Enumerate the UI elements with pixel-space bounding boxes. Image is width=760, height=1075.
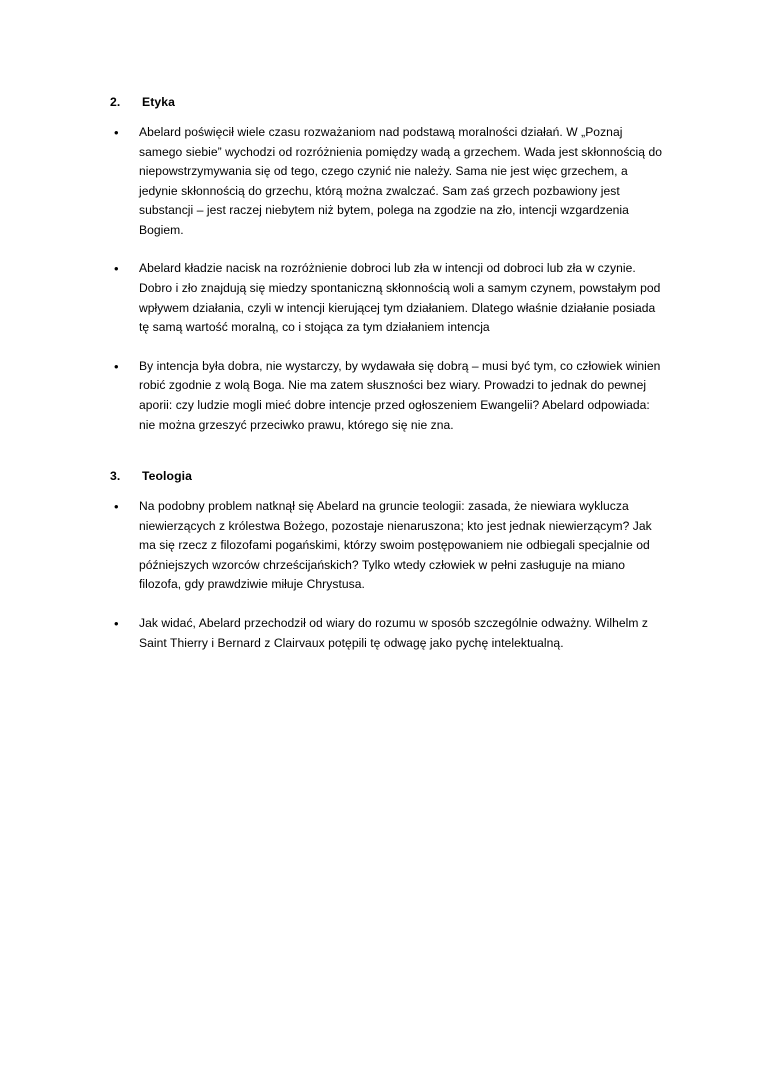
section-title: Etyka bbox=[142, 95, 176, 109]
list-item: • Abelard poświęcił wiele czasu rozważaniom nad podstawą moralności działań. W „Poznaj samego siebie” wychodzi od rozróżnienia pomiędzy wadą a grzechem. Wada jest skłonnością do niepowstrzymywania się od tego, czego czynić nie należy. Sama nie jest więc grzechem, a jedynie skłonnością do grzechu, którą można zwalczać. Sam zaś grzech pozbawiony jest substancji – jest raczej niebytem niż bytem, polega na zgodzie na zło, intencji wzgardzenia Bogiem. bbox=[110, 123, 668, 240]
section-etyka-bullet-list bbox=[110, 123, 668, 435]
list-item: • Na podobny problem natknął się Abelard na gruncie teologii: zasada, że niewiara wyklucza niewierzących z królestwa Bożego, pozostaje nienaruszona; kto jest jednak niewierzącym? Jak ma się rzecz z filozofami pogańskimi, którzy swoim postępowaniem nie odbiegali specjalnie od późniejszych wzorców chrześcijańskich? Tylko wtedy człowiek w pełni zasługuje na miano filozofa, gdy prawdziwie miłuje Chrystusa. bbox=[110, 497, 668, 595]
document-body bbox=[110, 95, 668, 653]
section-number: 2. bbox=[110, 95, 121, 109]
section-heading-teologia bbox=[110, 469, 668, 483]
list-item: • By intencja była dobra, nie wystarczy, by wydawała się dobrą – musi być tym, co człowiek winien robić zgodnie z wolą Boga. Nie ma zatem słuszności bez wiary. Prowadzi to jednak do pewnej aporii: czy ludzie mogli mieć dobre intencje przed ogłoszeniem Ewangelii? Abelard odpowiada: nie można grzeszyć przeciwko prawu, którego się nie zna. bbox=[110, 357, 668, 435]
section-heading-etyka bbox=[110, 95, 668, 109]
section-title: Teologia bbox=[142, 469, 193, 484]
list-item: • Abelard kładzie nacisk na rozróżnienie dobroci lub zła w intencji od dobroci lub zła w czynie. Dobro i zło znajdują się miedzy spontaniczną skłonnością woli a samym czynem, powstałym pod wpływem działania, czyli w intencji kierującej tym działaniem. Dlatego właśnie działanie posiada tę samą wartość moralną, co i stojąca za tym działaniem intencja bbox=[110, 259, 668, 337]
section-number: 3. bbox=[110, 469, 121, 484]
list-item: • Jak widać, Abelard przechodził od wiary do rozumu w sposób szczególnie odważny. Wilhelm z Saint Thierry i Bernard z Clairvaux potępili tę odwagę jako pychę intelektualną. bbox=[110, 614, 668, 653]
section-teologia-bullet-list bbox=[110, 497, 668, 653]
